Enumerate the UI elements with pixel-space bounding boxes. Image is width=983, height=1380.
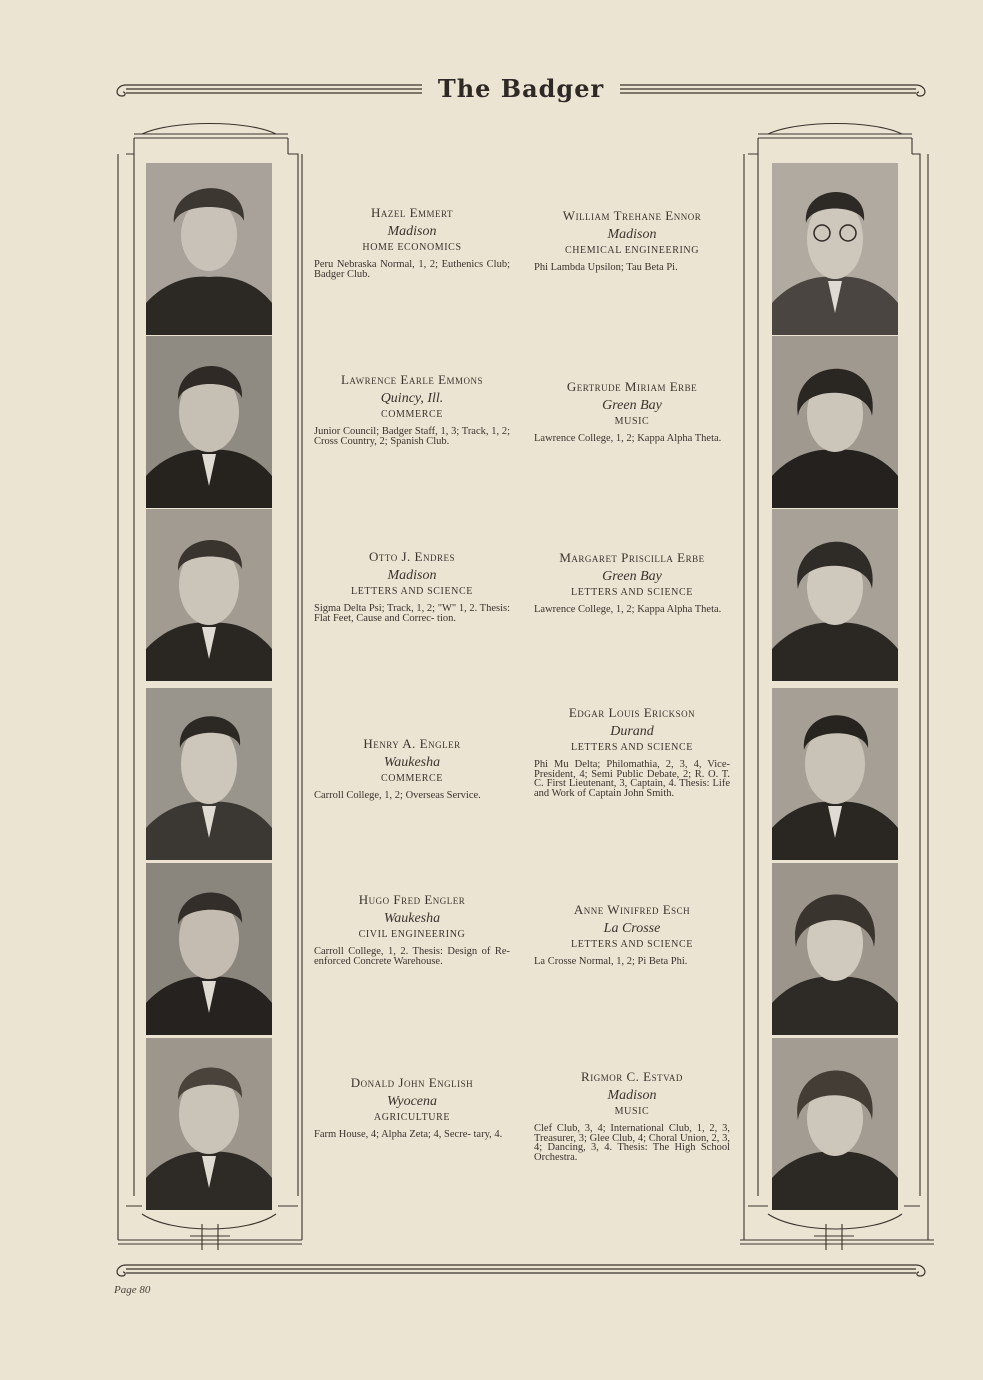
portrait-photo bbox=[772, 863, 898, 1035]
student-name: Hazel Emmert bbox=[370, 205, 454, 220]
student-course: AGRICULTURE bbox=[373, 1112, 451, 1123]
portrait-photo bbox=[772, 163, 898, 335]
student-course: MUSIC bbox=[614, 1106, 650, 1117]
student-course: LETTERS AND SCIENCE bbox=[571, 742, 693, 753]
student-activities: La Crosse Normal, 1, 2; Pi Beta Phi. bbox=[534, 956, 688, 967]
student-course: COMMERCE bbox=[380, 409, 444, 420]
portrait-photo bbox=[146, 509, 272, 681]
student-name: Gertrude Miriam Erbe bbox=[566, 379, 698, 394]
portrait-photo bbox=[146, 688, 272, 860]
student-activities: Lawrence College, 1, 2; Kappa Alpha Theta. bbox=[534, 433, 722, 444]
footer-rule-ornament bbox=[112, 1259, 930, 1279]
student-hometown: Quincy, Ill. bbox=[380, 391, 444, 406]
student-course: COMMERCE bbox=[380, 773, 444, 784]
student-entry bbox=[314, 206, 510, 279]
student-activities: Carroll College, 1, 2. Thesis: Design of Re-enforced Concrete Warehouse. bbox=[314, 946, 510, 967]
student-course: LETTERS AND SCIENCE bbox=[351, 586, 473, 597]
student-hometown: Madison bbox=[387, 224, 437, 239]
student-activities: Sigma Delta Psi; Track, 1, 2; "W" 1, 2. Thesis: Flat Feet, Cause and Correc- tion. bbox=[314, 603, 510, 624]
student-hometown: Madison bbox=[607, 227, 657, 242]
student-name: Margaret Priscilla Erbe bbox=[559, 550, 705, 565]
student-course: HOME ECONOMICS bbox=[362, 242, 462, 253]
student-course: CHEMICAL ENGINEERING bbox=[564, 245, 700, 256]
portrait-photo bbox=[772, 688, 898, 860]
student-activities: Phi Lambda Upsilon; Tau Beta Pi. bbox=[534, 262, 678, 273]
student-activities: Carroll College, 1, 2; Overseas Service. bbox=[314, 790, 481, 801]
student-name: Hugo Fred Engler bbox=[358, 892, 466, 907]
portrait-photo bbox=[146, 163, 272, 335]
student-entry bbox=[534, 706, 730, 798]
portrait-photo bbox=[146, 863, 272, 1035]
student-entry bbox=[534, 209, 730, 273]
student-activities: Farm House, 4; Alpha Zeta; 4, Secre- tary, 4. bbox=[314, 1129, 503, 1140]
student-hometown: Waukesha bbox=[383, 755, 441, 770]
student-name: Donald John English bbox=[350, 1075, 474, 1090]
portrait-photo bbox=[772, 336, 898, 508]
page-number: Page 80 bbox=[114, 1284, 151, 1296]
student-activities: Lawrence College, 1, 2; Kappa Alpha Theta. bbox=[534, 604, 722, 615]
student-entry bbox=[314, 893, 510, 966]
student-hometown: Madison bbox=[387, 568, 437, 583]
student-hometown: Waukesha bbox=[383, 911, 441, 926]
student-activities: Junior Council; Badger Staff, 1, 3; Track, 1, 2; Cross Country, 2; Spanish Club. bbox=[314, 426, 510, 447]
student-name: Otto J. Endres bbox=[369, 549, 455, 564]
student-course: LETTERS AND SCIENCE bbox=[571, 939, 693, 950]
student-entry bbox=[534, 380, 730, 444]
student-name: Henry A. Engler bbox=[363, 736, 461, 751]
student-hometown: Wyocena bbox=[386, 1094, 438, 1109]
portrait-photo bbox=[772, 1038, 898, 1210]
page-title: The Badger bbox=[428, 74, 614, 103]
student-course: CIVIL ENGINEERING bbox=[358, 929, 466, 940]
student-hometown: Green Bay bbox=[602, 569, 662, 584]
student-hometown: Green Bay bbox=[602, 398, 662, 413]
student-course: LETTERS AND SCIENCE bbox=[571, 587, 693, 598]
student-entry bbox=[314, 737, 510, 801]
student-activities: Peru Nebraska Normal, 1, 2; Euthenics Club; Badger Club. bbox=[314, 259, 510, 280]
portrait-photo bbox=[772, 509, 898, 681]
student-name: Rigmor C. Estvad bbox=[581, 1069, 683, 1084]
student-entry bbox=[534, 1070, 730, 1162]
student-hometown: Madison bbox=[607, 1088, 657, 1103]
student-hometown: Durand bbox=[610, 724, 654, 739]
student-activities: Clef Club, 3, 4; International Club, 1, 2, 3, Treasurer, 3; Glee Club, 4; Choral Union, 2, 3, 4; Dancing, 3, 4. Thesis: The High School Orchestra. bbox=[534, 1123, 730, 1163]
portrait-photo bbox=[146, 1038, 272, 1210]
student-entry bbox=[314, 1076, 510, 1140]
student-entry bbox=[534, 551, 730, 615]
page-header bbox=[112, 72, 930, 108]
student-entry bbox=[314, 550, 510, 623]
student-name: Lawrence Earle Emmons bbox=[340, 372, 484, 387]
student-name: Edgar Louis Erickson bbox=[568, 705, 696, 720]
student-name: Anne Winifred Esch bbox=[573, 902, 691, 917]
student-course: MUSIC bbox=[614, 416, 650, 427]
student-entry bbox=[314, 373, 510, 446]
student-name: William Trehane Ennor bbox=[562, 208, 702, 223]
portrait-photo bbox=[146, 336, 272, 508]
student-hometown: La Crosse bbox=[603, 921, 661, 936]
student-entry bbox=[534, 903, 730, 967]
student-activities: Phi Mu Delta; Philomathia, 2, 3, 4, Vice-President, 4; Semi Public Debate, 2; R. O. T. C. First Lieutenant, 3, Captain, 4. Thesis: Life and Work of Captain John Smith. bbox=[534, 759, 730, 799]
